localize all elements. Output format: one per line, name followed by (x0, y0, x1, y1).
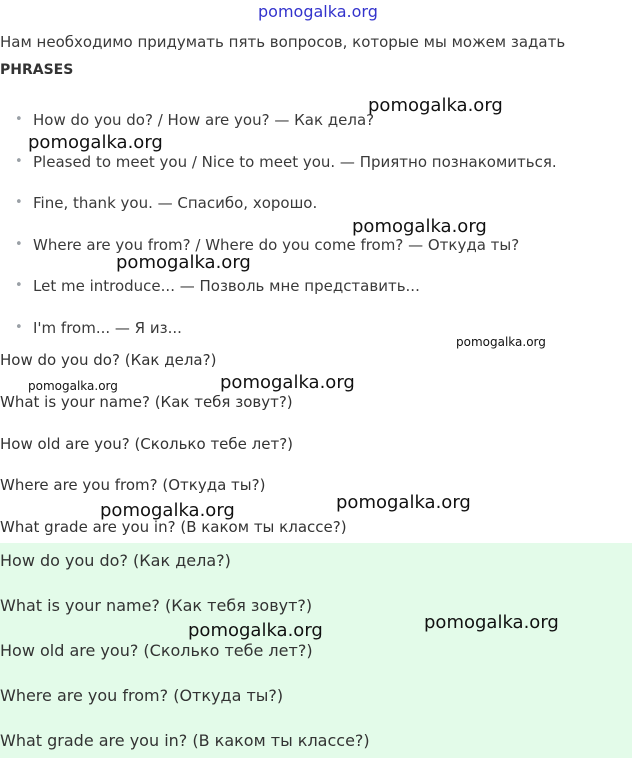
answer-questions-list (0, 549, 370, 774)
watermark: pomogalka.org (28, 132, 163, 153)
phrase-item: • Where are you from? / Where do you come from? — Откуда ты? (0, 233, 557, 275)
question-item: What is your name? (Как тебя зовут?) (0, 392, 293, 411)
phrase-item: • How do you do? / How are you? — Как дела? (0, 108, 557, 150)
phrase-item: • Let me introduce... — Позволь мне представить... (0, 274, 557, 316)
intro-text: Нам необходимо придумать пять вопросов, которые мы можем задать (0, 33, 566, 51)
answer-question-item: How do you do? (Как дела?) (0, 551, 231, 570)
answer-question-item: What is your name? (Как тебя зовут?) (0, 596, 313, 615)
watermark: pomogalka.org (28, 379, 118, 393)
question-item: What grade are you in? (В каком ты классе?) (0, 518, 347, 536)
answer-question-item: What grade are you in? (В каком ты классе?) (0, 731, 370, 750)
watermark: pomogalka.org (100, 500, 235, 521)
watermark: pomogalka.org (188, 620, 323, 641)
phrase-item: • Pleased to meet you / Nice to meet you. — Приятно познакомиться. (0, 150, 557, 192)
watermark: pomogalka.org (424, 612, 559, 633)
watermark: pomogalka.org (220, 372, 355, 393)
phrase-item: • I'm from... — Я из... (0, 316, 557, 358)
question-item: How do you do? (Как дела?) (0, 351, 217, 369)
watermark: pomogalka.org (368, 95, 503, 116)
site-logo[interactable]: pomogalka.org (258, 2, 378, 21)
phrase-item: • Fine, thank you. — Спасибо, хорошо. (0, 191, 557, 233)
answer-question-item: How old are you? (Сколько тебе лет?) (0, 641, 313, 660)
watermark: pomogalka.org (352, 216, 487, 237)
watermark: pomogalka.org (456, 335, 546, 349)
answer-question-item: Where are you from? (Откуда ты?) (0, 686, 284, 705)
question-item: Where are you from? (Откуда ты?) (0, 476, 266, 495)
watermark: pomogalka.org (116, 252, 251, 273)
phrases-heading: PHRASES (0, 62, 74, 78)
question-item: How old are you? (Сколько тебе лет?) (0, 434, 294, 453)
watermark: pomogalka.org (336, 492, 471, 513)
